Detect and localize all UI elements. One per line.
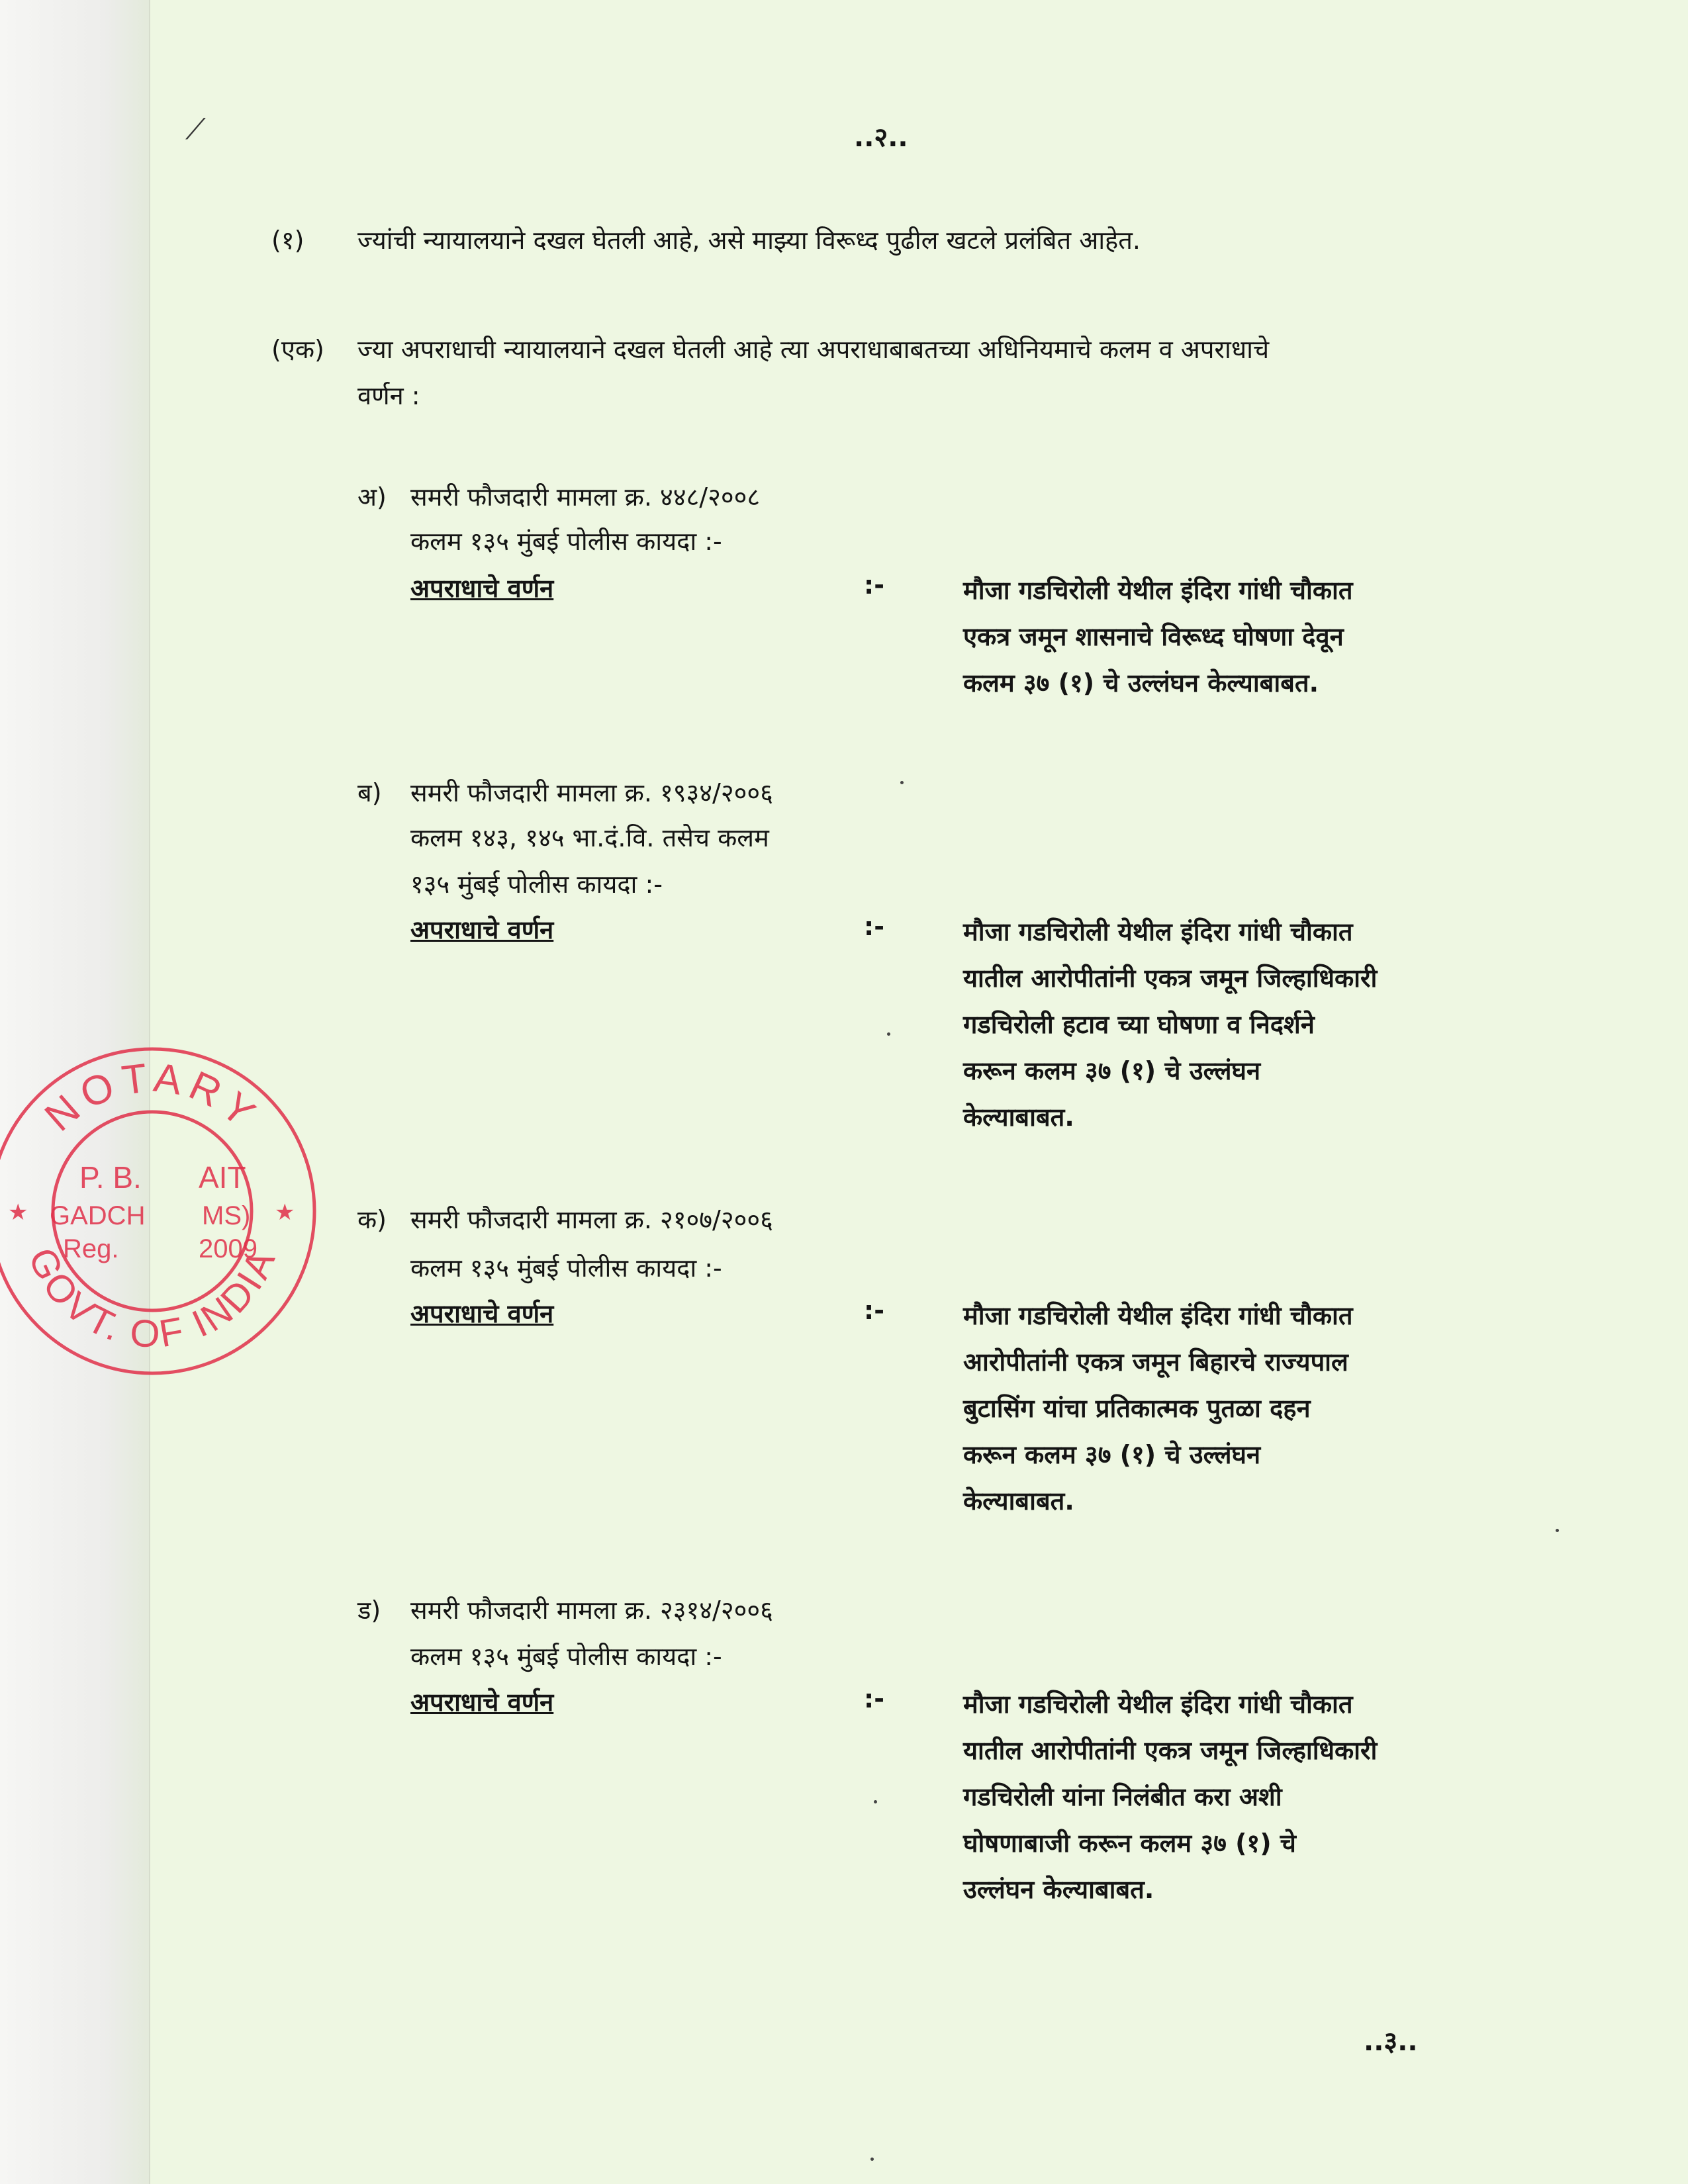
case-c-line-1: समरी फौजदारी मामला क्र. २१०७/२००६ <box>410 1205 773 1234</box>
case-d-desc-line: उल्लंघन केल्याबाबत. <box>963 1875 1154 1904</box>
stamp-name: P. B. <box>79 1160 142 1195</box>
case-a-desc-line: एकत्र जमून शासनाचे विरूध्द घोषणा देवून <box>963 622 1344 651</box>
case-d-separator: :- <box>864 1684 884 1713</box>
stamp-reg-tail: 2009 <box>199 1234 258 1263</box>
intro-number-1: (१) <box>271 226 305 255</box>
case-b-line-1: समरी फौजदारी मामला क्र. १९३४/२००६ <box>410 778 773 807</box>
case-d-label: ड) <box>357 1596 381 1625</box>
case-d-desc-line: यातील आरोपीतांनी एकत्र जमून जिल्हाधिकारी <box>963 1736 1378 1765</box>
case-a-label: अ) <box>357 482 387 512</box>
case-a-line-1: समरी फौजदारी मामला क्र. ४४८/२००८ <box>410 482 761 512</box>
scan-speck <box>900 781 904 784</box>
corner-tick-mark: ⟋ <box>185 113 206 146</box>
case-a-heading: अपराधाचे वर्णन <box>410 574 554 603</box>
scan-speck <box>874 1800 877 1803</box>
case-b-description <box>963 909 1532 1140</box>
case-d-heading: अपराधाचे वर्णन <box>410 1688 554 1717</box>
case-d-line-2: कलम १३५ मुंबई पोलीस कायदा :- <box>410 1642 722 1671</box>
case-c-desc-line: करून कलम ३७ (१) चे उल्लंघन <box>963 1440 1261 1469</box>
case-d-line-1: समरी फौजदारी मामला क्र. २३१४/२००६ <box>410 1596 773 1625</box>
case-d-description <box>963 1681 1532 1913</box>
page-number-header: ..२.. <box>854 122 908 153</box>
case-c-separator: :- <box>864 1296 884 1325</box>
case-b-desc-line: गडचिरोली हटाव च्या घोषणा व निदर्शने <box>963 1010 1315 1039</box>
case-b-desc-line: करून कलम ३७ (१) चे उल्लंघन <box>963 1056 1261 1085</box>
case-a-description <box>963 567 1532 706</box>
stamp-bottom-text: GOVT. OF INDIA <box>20 1241 285 1356</box>
stamp-star-right: ★ <box>275 1200 295 1225</box>
case-a-desc-line: मौजा गडचिरोली येथील इंदिरा गांधी चौकात <box>963 576 1353 605</box>
case-c-desc-line: मौजा गडचिरोली येथील इंदिरा गांधी चौकात <box>963 1301 1353 1330</box>
case-b-desc-line: यातील आरोपीतांनी एकत्र जमून जिल्हाधिकारी <box>963 964 1378 993</box>
case-b-heading: अपराधाचे वर्णन <box>410 915 554 944</box>
stamp-top-text: NOTARY <box>36 1054 269 1140</box>
case-d-desc-line: मौजा गडचिरोली येथील इंदिरा गांधी चौकात <box>963 1690 1353 1719</box>
case-b-line-3: १३५ मुंबई पोलीस कायदा :- <box>410 870 663 899</box>
intro-line-1: ज्यांची न्यायालयाने दखल घेतली आहे, असे माझ्या विरूध्द पुढील खटले प्रलंबित आहेत. <box>357 226 1141 255</box>
intro-line-2a: ज्या अपराधाची न्यायालयाने दखल घेतली आहे त्या अपराधाबाबतच्या अधिनियमाचे कलम व अपराधाचे <box>357 335 1270 364</box>
stamp-place-tail: MS) <box>202 1201 251 1230</box>
case-c-heading: अपराधाचे वर्णन <box>410 1299 554 1328</box>
case-d-desc-line: घोषणाबाजी करून कलम ३७ (१) चे <box>963 1829 1296 1858</box>
case-c-desc-line: बुटासिंग यांचा प्रतिकात्मक पुतळा दहन <box>963 1394 1311 1423</box>
stamp-star-left: ★ <box>8 1200 28 1225</box>
scan-speck <box>870 2158 874 2161</box>
case-c-line-2: कलम १३५ मुंबई पोलीस कायदा :- <box>410 1253 722 1283</box>
case-b-label: ब) <box>357 778 382 807</box>
case-c-desc-line: केल्याबाबत. <box>963 1486 1074 1516</box>
case-a-line-2: कलम १३५ मुंबई पोलीस कायदा :- <box>410 527 722 556</box>
case-c-label: क) <box>357 1205 387 1234</box>
case-b-desc-line: मौजा गडचिरोली येथील इंदिरा गांधी चौकात <box>963 917 1353 946</box>
case-b-separator: :- <box>864 912 884 941</box>
intro-number-2: (एक) <box>271 335 324 364</box>
stamp-reg: Reg. <box>63 1234 119 1263</box>
case-a-separator: :- <box>864 570 884 600</box>
scan-speck <box>1556 1529 1559 1532</box>
scan-speck <box>887 1032 890 1036</box>
case-a-desc-line: कलम ३७ (१) चे उल्लंघन केल्याबाबत. <box>963 668 1319 698</box>
case-c-desc-line: आरोपीतांनी एकत्र जमून बिहारचे राज्यपाल <box>963 1347 1348 1377</box>
stamp-name-tail: AIT <box>199 1160 246 1195</box>
case-c-description <box>963 1293 1532 1524</box>
intro-line-2b: वर्णन : <box>357 381 420 410</box>
case-b-desc-line: केल्याबाबत. <box>963 1103 1074 1132</box>
stamp-place: GADCH <box>50 1201 146 1230</box>
case-d-desc-line: गडचिरोली यांना निलंबीत करा अशी <box>963 1782 1282 1811</box>
case-b-line-2: कलम १४३, १४५ भा.दं.वि. तसेच कलम <box>410 823 769 852</box>
page-number-footer: ..३.. <box>1364 2026 1418 2057</box>
notary-stamp <box>0 1032 331 1390</box>
